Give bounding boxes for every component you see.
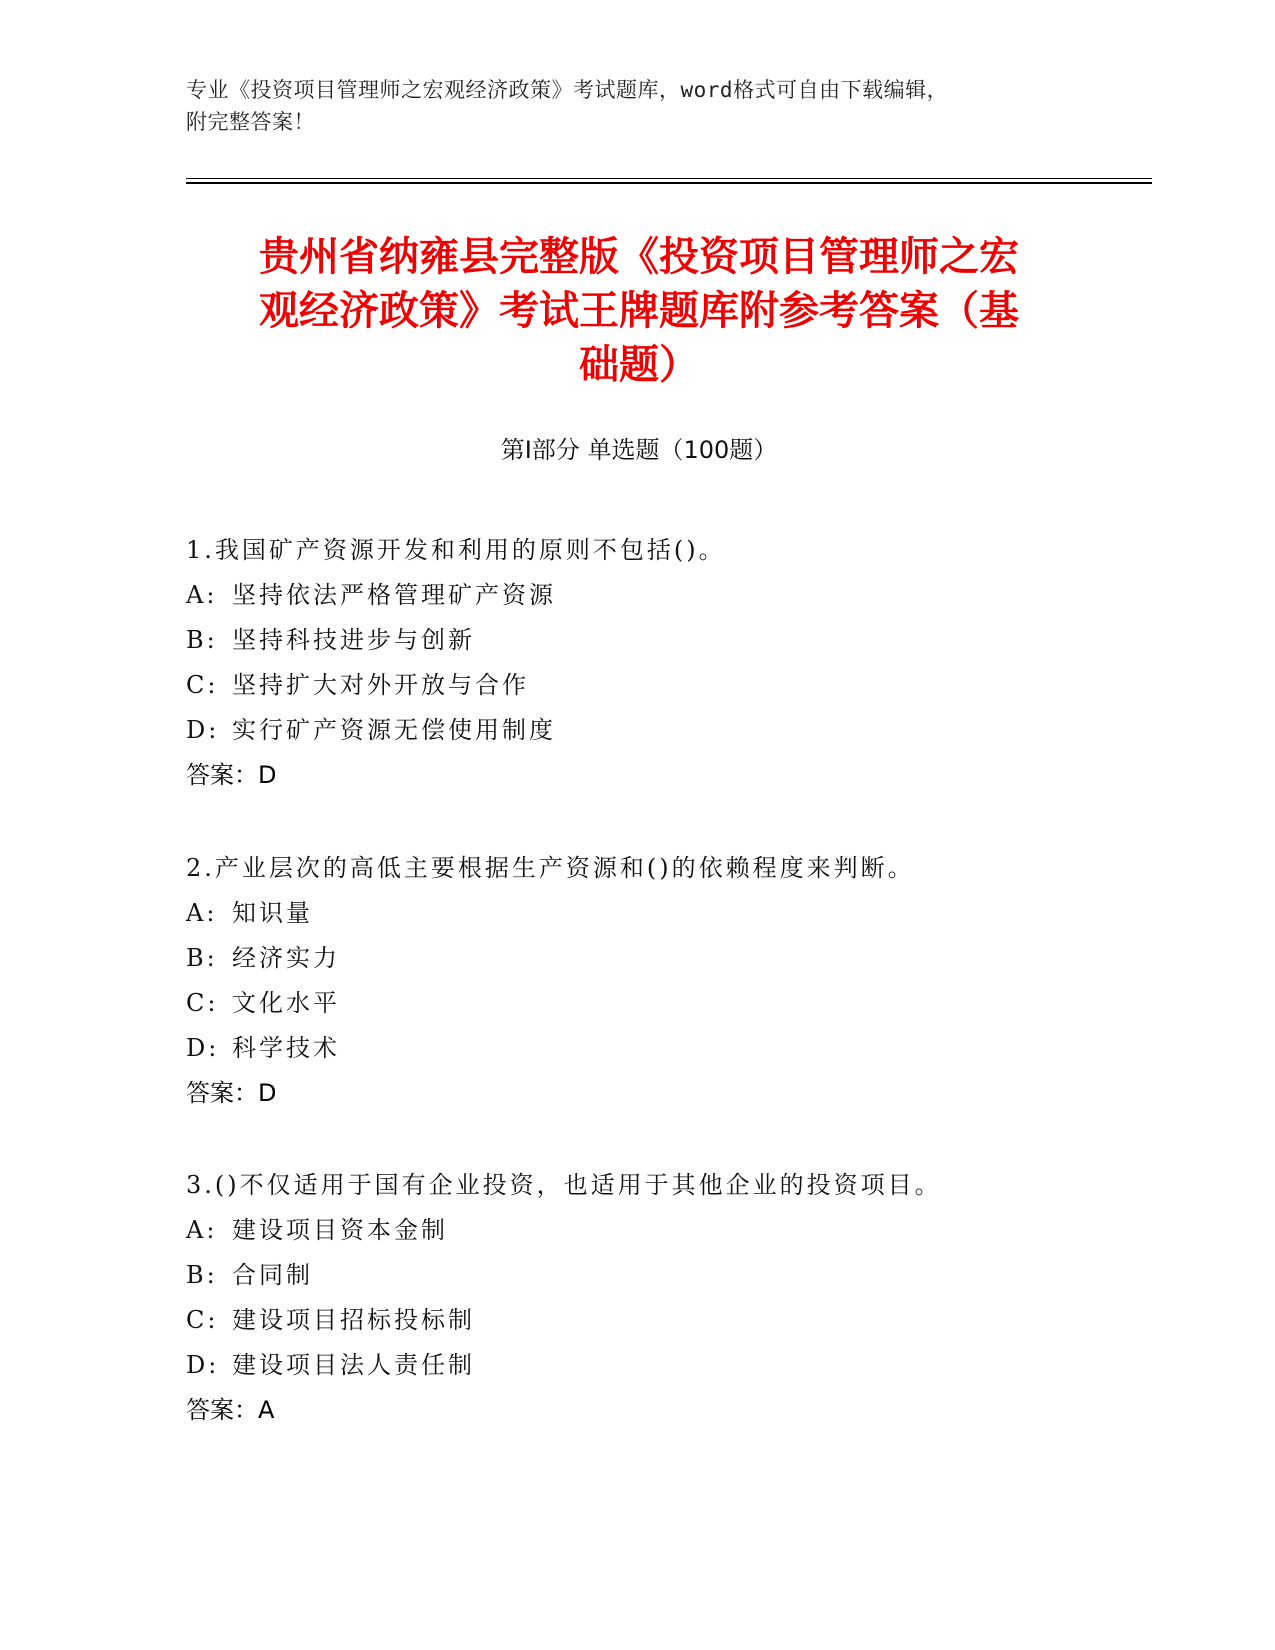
question-stem: 1.我国矿产资源开发和利用的原则不包括()。 — [186, 536, 726, 564]
option-text: 文化水平 — [232, 989, 340, 1017]
document-title-line-2: 观经济政策》考试王牌题库附参考答案（基 — [259, 288, 1019, 334]
option-text: 建设项目法人责任制 — [232, 1351, 475, 1379]
header-rule-thin — [186, 178, 1152, 179]
option-a — [186, 573, 1086, 618]
header-note-line-2: 附完整答案！ — [186, 110, 315, 134]
question-3 — [186, 1163, 1086, 1433]
option-a — [186, 1208, 1086, 1253]
answer-line: 答案：D — [186, 761, 277, 789]
question-stem: 3.()不仅适用于国有企业投资，也适用于其他企业的投资项目。 — [186, 1171, 942, 1199]
question-2 — [186, 846, 1086, 1116]
document-title-line-3: 础题） — [579, 342, 699, 388]
option-letter: C: — [186, 1306, 219, 1334]
option-text: 建设项目资本金制 — [232, 1216, 448, 1244]
option-b — [186, 618, 1086, 663]
option-b — [186, 1253, 1086, 1298]
header-note — [186, 74, 1066, 138]
option-text: 合同制 — [232, 1261, 313, 1289]
option-d — [186, 708, 1086, 753]
option-letter: D: — [186, 1034, 220, 1062]
option-letter: C: — [186, 989, 219, 1017]
document-title-line-1: 贵州省纳雍县完整版《投资项目管理师之宏 — [259, 234, 1019, 280]
option-text: 实行矿产资源无偿使用制度 — [232, 716, 556, 744]
option-letter: B: — [186, 626, 218, 654]
document-title — [186, 230, 1092, 392]
option-letter: C: — [186, 671, 219, 699]
answer-line: 答案：A — [186, 1396, 275, 1424]
option-d — [186, 1343, 1086, 1388]
option-letter: D: — [186, 716, 220, 744]
option-letter: A: — [186, 581, 218, 609]
header-note-line-1: 专业《投资项目管理师之宏观经济政策》考试题库，word格式可自由下载编辑， — [186, 78, 949, 102]
option-text: 坚持科技进步与创新 — [232, 626, 475, 654]
option-b — [186, 936, 1086, 981]
option-letter: D: — [186, 1351, 220, 1379]
option-c — [186, 981, 1086, 1026]
option-c — [186, 1298, 1086, 1343]
header-rule-thick — [186, 182, 1152, 184]
question-stem: 2.产业层次的高低主要根据生产资源和()的依赖程度来判断。 — [186, 854, 915, 882]
answer-line: 答案：D — [186, 1079, 277, 1107]
option-text: 坚持依法严格管理矿产资源 — [232, 581, 556, 609]
option-text: 经济实力 — [232, 944, 340, 972]
option-d — [186, 1026, 1086, 1071]
option-text: 科学技术 — [232, 1034, 340, 1062]
option-letter: B: — [186, 1261, 218, 1289]
question-1 — [186, 528, 1086, 798]
option-letter: B: — [186, 944, 218, 972]
option-text: 建设项目招标投标制 — [232, 1306, 475, 1334]
option-c — [186, 663, 1086, 708]
option-a — [186, 891, 1086, 936]
option-letter: A: — [186, 899, 218, 927]
section-title: 第Ⅰ部分 单选题（100题） — [500, 436, 778, 464]
option-text: 知识量 — [232, 899, 313, 927]
option-text: 坚持扩大对外开放与合作 — [232, 671, 529, 699]
option-letter: A: — [186, 1216, 218, 1244]
